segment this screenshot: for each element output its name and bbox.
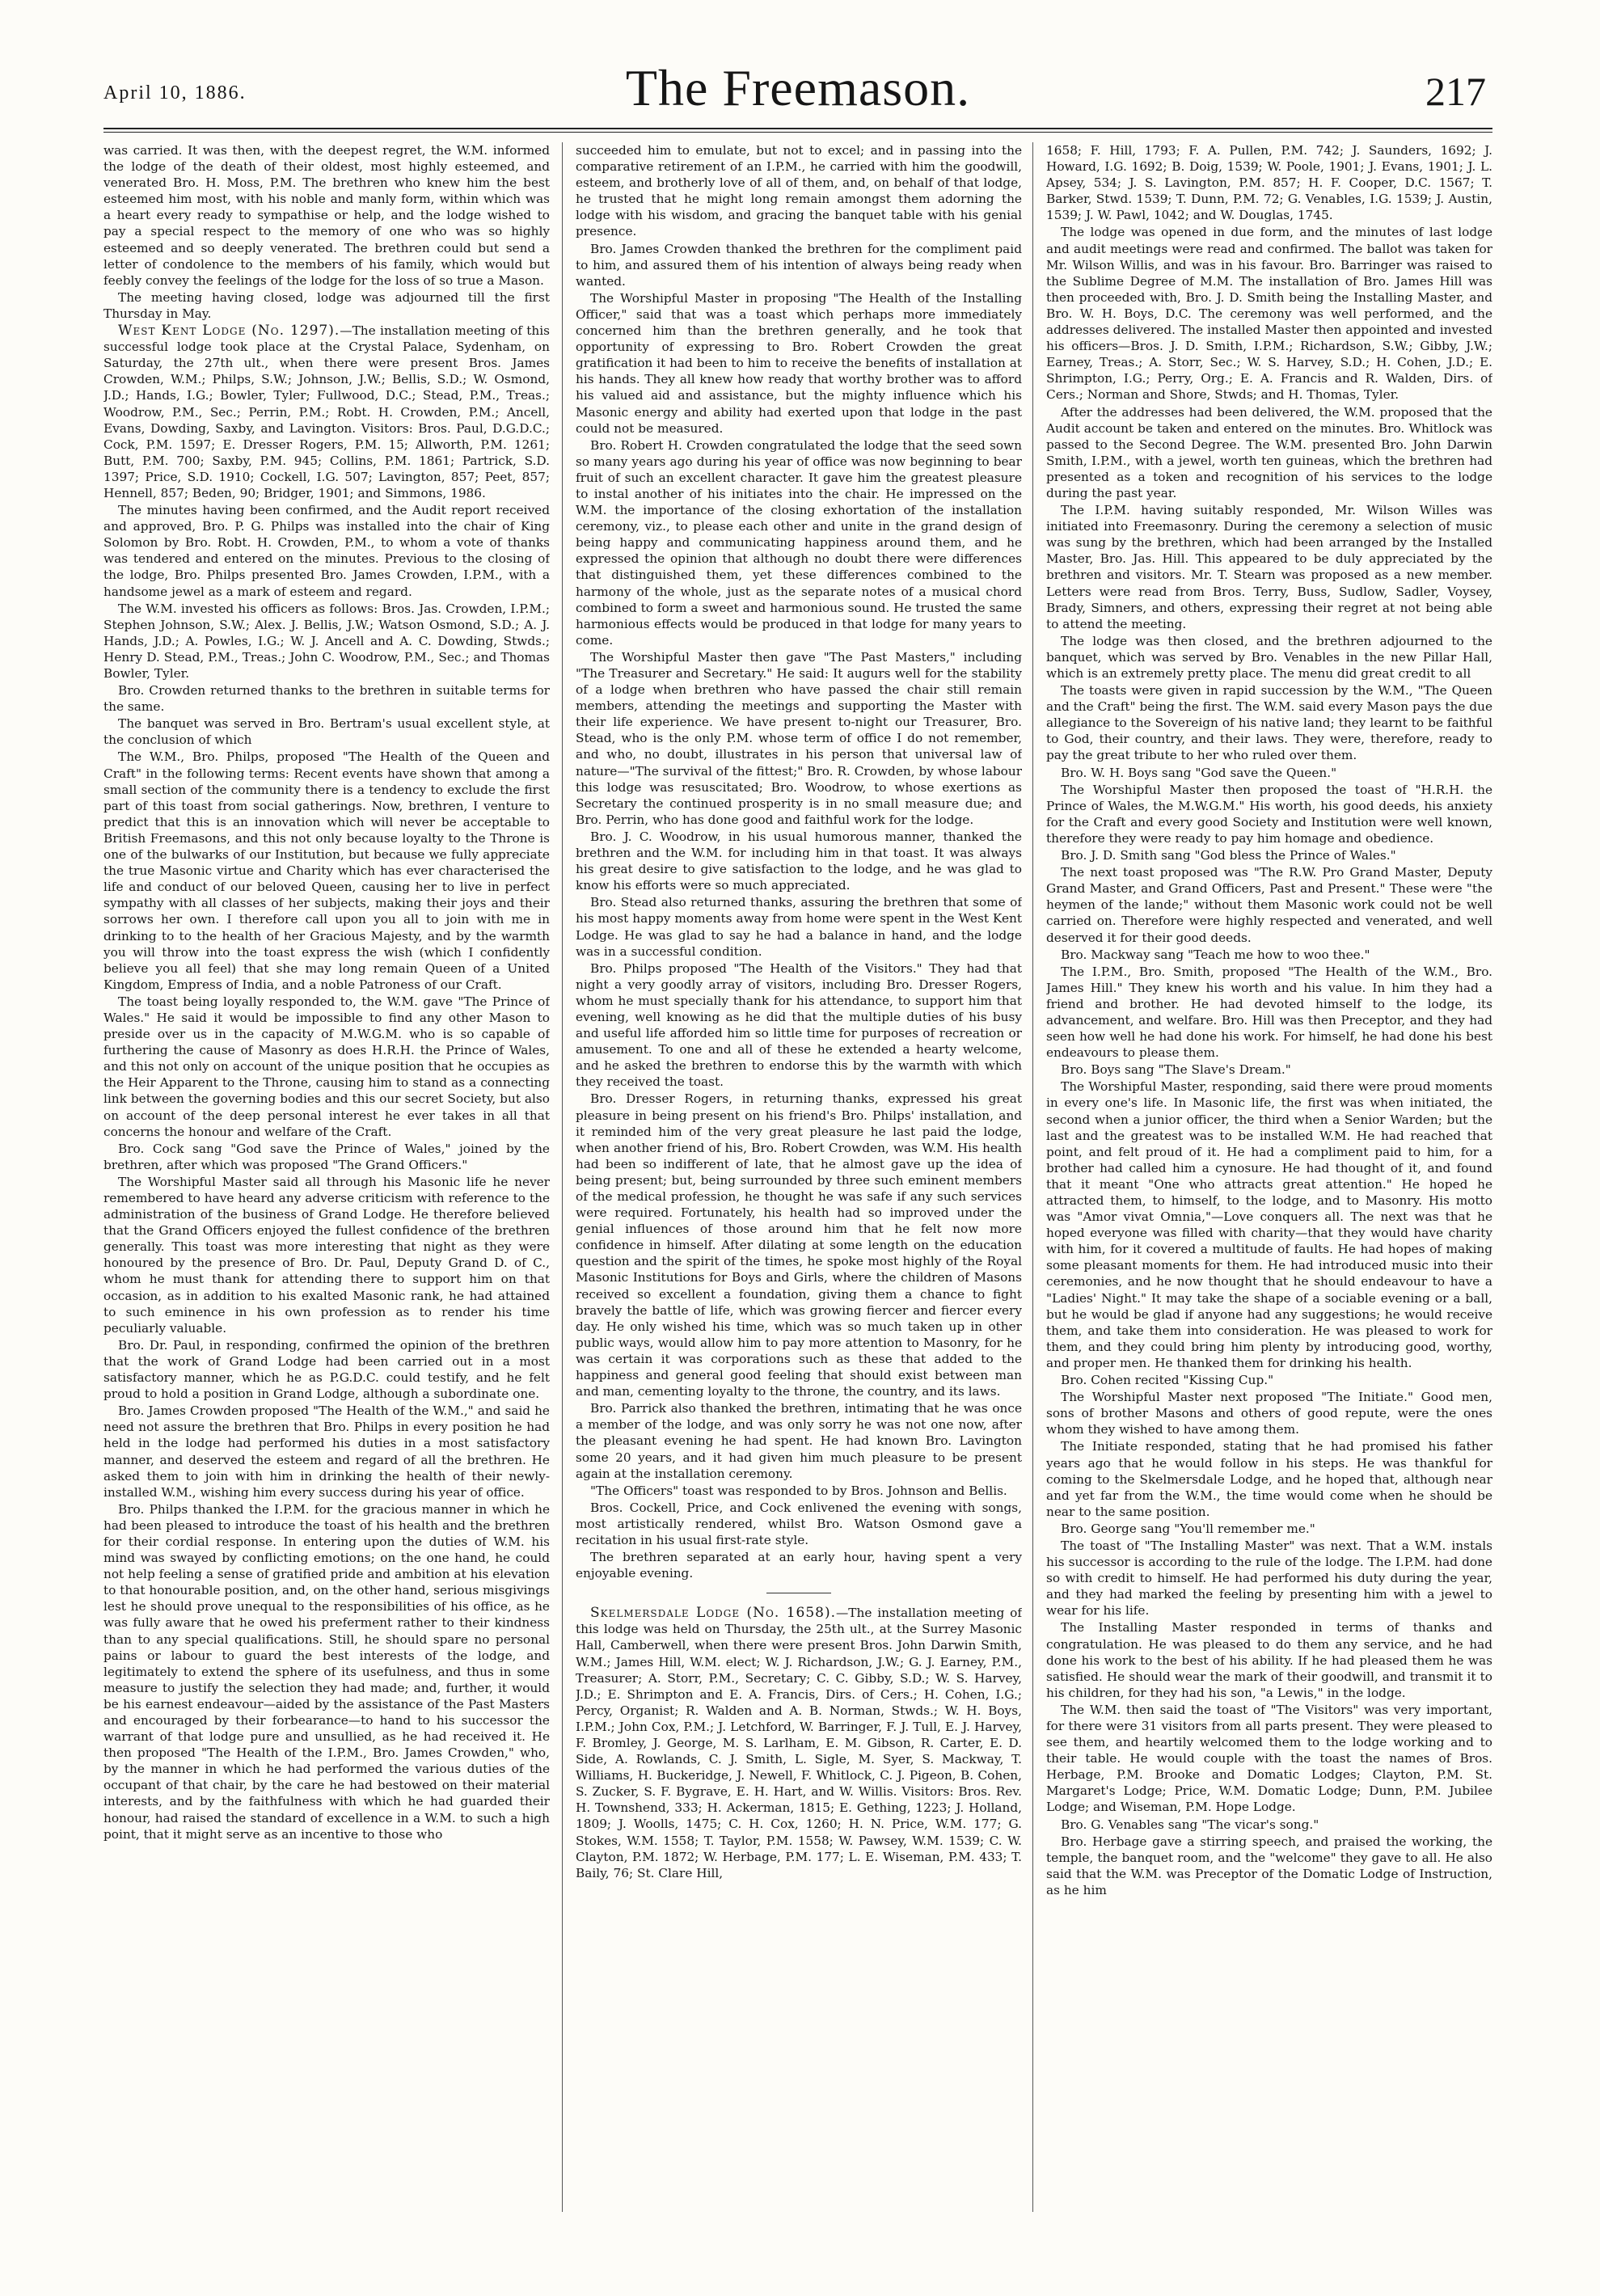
column-divider-1 xyxy=(562,142,563,2212)
paragraph: Bro. Parrick also thanked the brethren, intimating that he was once a member of the lodge, and was only sorry he was not one now, after the pleasant evening he had spent. He had known Bro. Lavington some 20 years, and it had given him much pleasure to be present again at the installation ceremony. xyxy=(576,1401,1022,1481)
paragraph: The toasts were given in rapid succession by the W.M., "The Queen and the Craft" being the first. The W.M. said every Mason pays the due allegiance to the Sovereign of his native land; they learnt to be faithful to God, their country, and their laws. They were, therefore, ready to pay the great tribute to her who ruled over them. xyxy=(1046,683,1492,763)
paragraph: Bro. George sang "You'll remember me." xyxy=(1061,1521,1315,1536)
page-header xyxy=(103,58,1492,123)
paragraph: Bro. Cohen recited "Kissing Cup." xyxy=(1061,1373,1274,1388)
paragraph: Bros. Cockell, Price, and Cock enlivened the evening with songs, most artistically rendered, whilst Bro. Watson Osmond gave a recitation in his usual first-rate style. xyxy=(576,1500,1022,1547)
column-divider-2 xyxy=(1032,142,1033,2212)
header-rule xyxy=(103,128,1492,129)
paragraph: Bro. Robert H. Crowden congratulated the lodge that the seed sown so many years ago during his year of office was now beginning to bear fruit of such an excellent character. It gave him the greatest pleasure to instal another of his initiates into the chair. He impressed on the W.M. the importance of the closing exhortation of the installation ceremony, viz., to please each other and unite in the grand design of being happy and communicating happiness around them, and he expressed the opinion that although no doubt there were differences that distinguished them, yet these differences combined to the harmony of the whole, just as the separate notes of a musical chord combined to form a sweet and harmonious sound. He trusted the same harmonious effects would be produced in that lodge for many years to come. xyxy=(576,437,1022,648)
column-3 xyxy=(1046,142,1492,2212)
publication-title: The Freemason. xyxy=(625,59,971,116)
lodge-report-heading xyxy=(576,1605,1022,1881)
paragraph: The toast of "The Installing Master" was next. That a W.M. instals his successor is according to the rule of the lodge. The I.P.M. had done so with credit to himself. He had performed his duty during the year, and they had marked the feeling by presenting him with a jewel to wear for his life. xyxy=(1046,1538,1492,1619)
paragraph: The Worshipful Master in proposing "The Health of the Installing Officer," said that was a toast which perhaps more immediately concerned him than the brethren generally, and he took that opportunity of expressing to Bro. Robert Crowden the great gratification it had been to him to receive the benefits of installation at his hands. They all knew how ready that worthy brother was to afford his valued aid and assistance, but the mighty influence which his Masonic energy and ability had exerted upon that lodge in the past could not be measured. xyxy=(576,290,1022,436)
lodge-title: Skelmersdale Lodge (No. 1658). xyxy=(590,1605,836,1622)
paragraph: The Worshipful Master next proposed "The Initiate." Good men, sons of brother Masons and others of good repute, were the ones whom they wished to have among them. xyxy=(1046,1390,1492,1437)
paragraph: Bro. J. D. Smith sang "God bless the Prince of Wales." xyxy=(1061,848,1396,863)
header-rule-thin xyxy=(103,132,1492,133)
paragraph: The Worshipful Master then proposed the toast of "H.R.H. the Prince of Wales, the M.W.G.M." His worth, his good deeds, his anxiety for the Craft and every good Society and Institution were well known, therefore they were ready to pay him homage and obedience. xyxy=(1046,782,1492,846)
paragraph: Bro. Mackway sang "Teach me how to woo thee." xyxy=(1061,947,1370,962)
issue-date: April 10, 1886. xyxy=(103,82,247,103)
paragraph: Bro. J. C. Woodrow, in his usual humorous manner, thanked the brethren and the W.M. for including him in that toast. It was always his great desire to give satisfaction to the lodge, and he was glad to know his efforts were so much appreciated. xyxy=(576,829,1022,893)
paragraph: was carried. It was then, with the deepest regret, the W.M. informed the lodge of the death of their oldest, most highly esteemed, and venerated Bro. H. Moss, P.M. The brethren who knew him the best esteemed him most, with his noble and manly form, within which was a heart every ready to sympathise or help, and the lodge wished to pay a special respect to the memory of one who was so highly esteemed and so deeply venerated. The brethren could but send a letter of condolence to the members of his family, which would but feebly convey the feelings of the lodge for the loss of so true a Mason. xyxy=(103,143,550,288)
paragraph: Bro. Stead also returned thanks, assuring the brethren that some of his most happy moments away from home were spent in the West Kent Lodge. He was glad to say he had a balance in hand, and the lodge was in a successful condition. xyxy=(576,895,1022,959)
paragraph: Bro. James Crowden proposed "The Health of the W.M.," and said he need not assure the brethren that Bro. Philps in every position he had held in the lodge had performed his duties in a most satisfactory manner, and deserved the esteem and regard of all the brethren. He asked them to join with him in drinking the health of their newly-installed W.M., wishing him every success during his year of office. xyxy=(103,1403,550,1500)
paragraph: After the addresses had been delivered, the W.M. proposed that the Audit account be taken and entered on the minutes. Bro. Whitlock was passed to the Second Degree. The W.M. presented Bro. John Darwin Smith, I.P.M., with a jewel, worth ten guineas, which the brethren had presented as a token and recognition of his services to the lodge during the past year. xyxy=(1046,404,1492,500)
paragraph: Bro. G. Venables sang "The vicar's song." xyxy=(1061,1817,1319,1832)
paragraph: The I.P.M. having suitably responded, Mr. Wilson Willes was initiated into Freemasonry. During the ceremony a selection of music was sung by the brethren, which had been arranged by the Installed Master, Bro. Jas. Hill. This appeared to be duly appreciated by the brethren and visitors. Mr. T. Stearn was proposed as a new member. Letters were read from Bros. Terry, Buss, Sudlow, Sadler, Voysey, Brady, Simners, and others, expressing their regret at not being able to attend the meeting. xyxy=(1046,503,1492,631)
lodge-title: West Kent Lodge (No. 1297). xyxy=(118,323,340,340)
paragraph: Bro. Crowden returned thanks to the brethren in suitable terms for the same. xyxy=(103,683,550,715)
paragraph: The W.M. then said the toast of "The Visitors" was very important, for there were 31 visitors from all parts present. They were pleased to see them, and heartily welcomed them to the lodge working and to their table. He would couple with the toast the names of Bros. Herbage, P.M. Brooke and Domatic Lodges; Clayton, P.M. St. Margaret's Lodge; Price, W.M. Domatic Lodge; Dunn, P.M. Jubilee Lodge; and Wiseman, P.M. Hope Lodge. xyxy=(1046,1702,1492,1815)
column-2 xyxy=(576,142,1022,2212)
paragraph: The banquet was served in Bro. Bertram's usual excellent style, at the conclusion of which xyxy=(103,716,550,748)
paragraph: Bro. Dr. Paul, in responding, confirmed the opinion of the brethren that the work of Grand Lodge had been carried out in a most satisfactory manner, which he as P.G.D.C. could testify, and he felt proud to hold a position in Grand Lodge, although a subordinate one. xyxy=(103,1337,550,1402)
lodge-report-text: —The installation meeting of this lodge was held on Thursday, the 25th ult., at the Surrey Masonic Hall, Camberwell, when there were present Bros. John Darwin Smith, W.M.; James Hill, W.M. elect; W. J. Richardson, J.W.; G. J. Earney, P.M., Treasurer; A. Storr, P.M., Secretary; C. C. Gibby, S.D.; W. S. Harvey, J.D.; E. Shrimpton and E. A. Francis, Dirs. of Cers.; H. Cohen, I.G.; Percy, Organist; R. Walden and A. B. Norman, Stwds.; W. H. Boys, I.P.M.; John Cox, P.M.; J. Letchford, W. Barringer, F. J. Tull, E. J. Harvey, F. Bromley, J. George, M. S. Larlham, E. M. Gibson, R. Carter, E. D. Side, A. Rowlands, C. J. Smith, L. Sigle, M. Syer, S. Mackway, T. Williams, H. Buckeridge, J. Newell, F. Whitlock, C. J. Pigeon, B. Cohen, S. Zucker, S. F. Bygrave, E. H. Hart, and W. Willis. Visitors: Bros. Rev. H. Townshend, 333; H. Ackerman, 1815; E. Gething, 1223; J. Holland, 1809; J. Woolls, 1475; C. H. Cox, 1260; H. N. Price, W.M. 177; G. Stokes, W.M. 1558; T. Taylor, P.M. 1558; W. Pawsey, W.M. 1539; C. W. Clayton, P.M. 1872; W. Herbage, P.M. 177; L. E. Wiseman, P.M. 433; T. Baily, 76; St. Clare Hill, xyxy=(576,1606,1022,1880)
page-number: 217 xyxy=(1425,69,1486,114)
paragraph: The Worshipful Master then gave "The Past Masters," including "The Treasurer and Secretary." He said: It augurs well for the stability of a lodge when brethren who have passed the chair still remain members, attending the meetings and supporting the Master with their life experience. We have present to-night our Treasurer, Bro. Stead, who is the only P.M. whose term of office I do not remember, and who, no doubt, illustrates in his person that universal law of nature—"The survival of the fittest;" Bro. R. Crowden, by whose labour this lodge was resuscitated; Bro. Woodrow, to whose exertions as Secretary the continued prosperity is in no small measure due; and Bro. Perrin, who has done good and faithful work for the lodge. xyxy=(576,649,1022,827)
paragraph: The Worshipful Master, responding, said there were proud moments in every one's life. In Masonic life, the first was when initiated, the second when a junior officer, the third when a Senior Warden; but the last and the greatest was to be installed W.M. He had reached that point, and felt proud of it. He had a compliment paid to him, for a brother had called him a cynosure. He had thought of it, and found that it meant "One who attracts great attention." He hoped he attracted them, to himself, to the lodge, and to Masonry. His motto was "Amor vivat Omnia,"—Love conquers all. The next was that he hoped everyone was filled with charity—that they would have charity with him, for it covered a multitude of faults. He had hopes of making some pleasant moments for them. He had introduced music into their ceremonies, and he now thought that he should endeavour to have a "Ladies' Night." It may take the shape of a sociable evening or a ball, but he would be glad if anyone had any suggestions; he would receive them, and take them into consideration. He was pleased to work for them, and they could bring him plenty by introducing good, worthy, and proper men. He thanked them for drinking his health. xyxy=(1046,1079,1492,1370)
paragraph: The W.M., Bro. Philps, proposed "The Health of the Queen and Craft" in the following terms: Recent events have shown that among a small section of the community there is a tendency to exclude the first part of this toast from social gatherings. Now, brethren, I venture to predict that this is an innovation which will never be acceptable to British Freemasons, and this not only because loyalty to the Throne is one of the bulwarks of our Institution, but because we fully appreciate the true Masonic virtue and Charity which has ever characterised the life and conduct of our beloved Queen, causing her to live in perfect sympathy with all classes of her subjects, making their joys and their sorrows her own. I therefore call upon you all to join with me in drinking to to the health of her Gracious Majesty, and by the warmth you will throw into the toast express the wish (which I confidently believe you all feel) that she may long remain Queen of a United Kingdom, Empress of India, and a noble Patroness of our Craft. xyxy=(103,749,550,992)
paragraph: The minutes having been confirmed, and the Audit report received and approved, Bro. P. G. Philps was installed into the chair of King Solomon by Bro. Robt. H. Crowden, P.M., to whom a vote of thanks was tendered and entered on the minutes. Previous to the closing of the lodge, Bro. Philps presented Bro. James Crowden, I.P.M., with a handsome jewel as a mark of esteem and regard. xyxy=(103,503,550,599)
paragraph: Bro. Philps thanked the I.P.M. for the gracious manner in which he had been pleased to introduce the toast of his health and the brethren for their cordial response. In entering upon the duties of W.M. his mind was swayed by conflicting emotions; on the one hand, he could not help feeling a sense of gratified pride and ambition at his elevation to that honourable position, and, on the other hand, serious misgivings lest he should prove unequal to the responsibilities of his office, as he was fully aware that he owed his preferment rather to their kindness than to any special qualifications. Still, he should spare no personal pains or labour to guard the best interests of the lodge, and legitimately to extend the sphere of its usefulness, and thus in some measure to justify the selection they had made; and, further, it would be his earnest endeavour—aided by the assistance of the Past Masters and encouraged by their forbearance—to hand to his successor the warrant of that lodge pure and unsullied, as he had received it. He then proposed "The Health of the I.P.M., Bro. James Crowden," who, by the manner in which he had performed the various duties of the occupant of that chair, by the care he had bestowed on their material interests, and by the faithfulness with which he had guarded their honour, had raised the standard of excellence in a W.M. to such a high point, that it might serve as an incentive to those who xyxy=(103,1501,550,1842)
paragraph: Bro. James Crowden thanked the brethren for the compliment paid to him, and assured them of his intention of always being ready when wanted. xyxy=(576,241,1022,289)
paragraph: The Installing Master responded in terms of thanks and congratulation. He was pleased to do them any service, and he had done his work to the best of his ability. If he had pleased them he was satisfied. He should wear the mark of their goodwill, and transmit it to his children, for they had his son, "a Lewis," in the lodge. xyxy=(1046,1620,1492,1700)
paragraph: The W.M. invested his officers as follows: Bros. Jas. Crowden, I.P.M.; Stephen Johnson, S.W.; Alex. J. Bellis, J.W.; Watson Osmond, S.D.; A. J. Hands, J.D.; A. Powles, I.G.; W. J. Ancell and A. C. Dowding, Stwds.; Henry D. Stead, P.M., Treas.; John C. Woodrow, P.M., Sec.; and Thomas Bowler, Tyler. xyxy=(103,601,550,681)
paragraph: The lodge was opened in due form, and the minutes of last lodge and audit meetings were read and confirmed. The ballot was taken for Mr. Wilson Willis, and was in his favour. Bro. Barringer was raised to the Sublime Degree of M.M. The installation of Bro. James Hill was then proceeded with, Bro. J. D. Smith being the Installing Master, and Bro. W. H. Boys, D.C. The ceremony was well performed, and the addresses delivered. The installed Master then appointed and invested his officers—Bros. J. D. Smith, I.P.M.; Richardson, S.W.; Gibby, J.W.; Earney, Treas.; A. Storr, Sec.; W. S. Harvey, S.D.; H. Cohen, J.D.; E. Shrimpton, I.G.; Perry, Org.; E. A. Francis and R. Walden, Dirs. of Cers.; Norman and Shore, Stwds; and H. Thomas, Tyler. xyxy=(1046,225,1492,403)
lodge-report-text: —The installation meeting of this successful lodge took place at the Crystal Palace, Sydenham, on Saturday, the 27th ult., when there were present Bros. James Crowden, W.M.; Philps, S.W.; Johnson, J.W.; Bellis, S.D.; W. Osmond, J.D.; Hands, I.G.; Bowler, Tyler; Fullwood, D.C.; Stead, P.M., Treas.; Woodrow, P.M., Sec.; Perrin, P.M.; Robt. H. Crowden, P.M.; Ancell, Evans, Dowding, Saxby, and Lavington. Visitors: Bros. Paul, D.G.D.C.; Cock, P.M. 1597; E. Dresser Rogers, P.M. 15; Allworth, P.M. 1261; Butt, P.M. 700; Saxby, P.M. 945; Collins, P.M. 1861; Partrick, S.D. 1397; Price, S.D. 1910; Cockell, I.G. 507; Lavington, 857; Peet, 857; Hennell, 857; Beden, 90; Bridger, 1901; and Simmons, 1986. xyxy=(103,323,550,500)
paragraph: The lodge was then closed, and the brethren adjourned to the banquet, which was served by Bro. Venables in the new Pillar Hall, which is an extremely pretty place. The menu did great credit to all xyxy=(1046,633,1492,681)
paragraph: The Initiate responded, stating that he had promised his father years ago that he would follow in his steps. He was thankful for coming to the Skelmersdale Lodge, and he hoped that, although near and yet far from the W.M., the time would come when he should be near to the same position. xyxy=(1046,1439,1492,1519)
paragraph: Bro. Cock sang "God save the Prince of Wales," joined by the brethren, after which was proposed "The Grand Officers." xyxy=(103,1141,550,1172)
paragraph: Bro. Philps proposed "The Health of the Visitors." They had that night a very goodly array of visitors, including Bro. Dresser Rogers, whom he must specially thank for his attendance, to support him that evening, well knowing as he did that the multiple duties of his busy and useful life afforded him so little time for purposes of recreation or amusement. To one and all of these he extended a hearty welcome, and he asked the brethren to endorse this by the warmth with which they received the toast. xyxy=(576,960,1022,1090)
paragraph: Bro. Dresser Rogers, in returning thanks, expressed his great pleasure in being present on his friend's Bro. Philps' installation, and it reminded him of the very great pleasure he last paid the lodge, when another friend of his, Bro. Robert Crowden, was W.M. His health had been so indifferent of late, that he almost gave up the idea of being present; but, being surrounded by three such eminent members of the medical profession, he thought he was safe if any such services were required. Fortunately, his health had so improved under the genial influences of those around him that he felt now more confidence in himself. After dilating at some length on the education question and the spirit of the times, he spoke most highly of the Royal Masonic Institutions for Boys and Girls, where the children of Masons received so excellent a foundation, giving them a chance to fight bravely the battle of life, which was growing fiercer and fiercer every day. He only wished his time, which was so much taken up in other public ways, would allow him to pay more attention to Masonry, for he was certain it was corporations such as these that added to the happiness and general good feeling that should exist between man and man, cementing loyalty to the throne, the country, and its laws. xyxy=(576,1091,1022,1399)
paragraph: Bro. Herbage gave a stirring speech, and praised the working, the temple, the banquet room, and the "welcome" they gave to all. He also said that the W.M. was Preceptor of the Domatic Lodge of Instruction, as he him xyxy=(1046,1834,1492,1897)
paragraph: The meeting having closed, lodge was adjourned till the first Thursday in May. xyxy=(103,289,550,321)
paragraph: The brethren separated at an early hour, having spent a very enjoyable evening. xyxy=(576,1550,1022,1581)
column-1 xyxy=(103,142,550,2212)
paragraph: succeeded him to emulate, but not to excel; and in passing into the comparative retirement of an I.P.M., he carried with him the goodwill, esteem, and brotherly love of all of them, and, on behalf of that lodge, he trusted that he might long remain amongst them adorning the lodge with his wisdom, and gracing the banquet table with his genial presence. xyxy=(576,143,1022,239)
lodge-report-heading xyxy=(103,323,550,501)
paragraph: The I.P.M., Bro. Smith, proposed "The Health of the W.M., Bro. James Hill." They knew his worth and his value. In him they had a friend and brother. He had devoted himself to the lodge, its advancement, and welfare. Bro. Hill was then Preceptor, and they had seen how well he had done his work. For himself, he had done his best endeavours to please them. xyxy=(1046,964,1492,1061)
paragraph: "The Officers" toast was responded to by Bros. Johnson and Bellis. xyxy=(590,1483,1007,1498)
paragraph: The Worshipful Master said all through his Masonic life he never remembered to have heard any adverse criticism with reference to the administration of the business of Grand Lodge. He therefore believed that the Grand Officers enjoyed the fullest confidence of the brethren generally. This toast was more interesting that night as they were honoured by the presence of Bro. Dr. Paul, Deputy Grand D. of C., whom he must thank for attending there to support him on that occasion, as in addition to his exalted Masonic rank, he had attained to such eminence in his own profession as to render his time peculiarly valuable. xyxy=(103,1174,550,1336)
paragraph: Bro. W. H. Boys sang "God save the Queen." xyxy=(1061,765,1337,780)
paragraph: The toast being loyally responded to, the W.M. gave "The Prince of Wales." He said it would be impossible to find any other Mason to preside over us in the capacity of M.W.G.M. who is so capable of furthering the cause of Masonry as does H.R.H. the Prince of Wales, and this not only on account of the unique position that he occupies as the Heir Apparent to the Throne, causing him to stand as a connecting link between the governing bodies and this our secret Society, but also on account of the deep personal interest he ever takes in all that concerns the honour and welfare of the Craft. xyxy=(103,994,550,1139)
paragraph: Bro. Boys sang "The Slave's Dream." xyxy=(1061,1062,1291,1078)
paragraph: 1658; F. Hill, 1793; F. A. Pullen, P.M. 742; J. Saunders, 1692; J. Howard, I.G. 1692; B. Doig, 1539; W. Poole, 1901; J. Evans, 1901; J. L. Apsey, 534; J. S. Lavington, P.M. 857; H. F. Cooper, D.C. 1567; T. Barker, Stwd. 1539; T. Dunn, P.M. 72; G. Venables, I.G. 1539; J. Austin, 1539; J. W. Pawl, 1042; and W. Douglas, 1745. xyxy=(1046,143,1492,223)
paragraph: The next toast proposed was "The R.W. Pro Grand Master, Deputy Grand Master, and Grand Officers, Past and Present." These were "the heymen of the lande;" without them Masonic work could not be well carried on. Therefore were highly respected and venerated, and well deserved it for their good deeds. xyxy=(1046,865,1492,945)
